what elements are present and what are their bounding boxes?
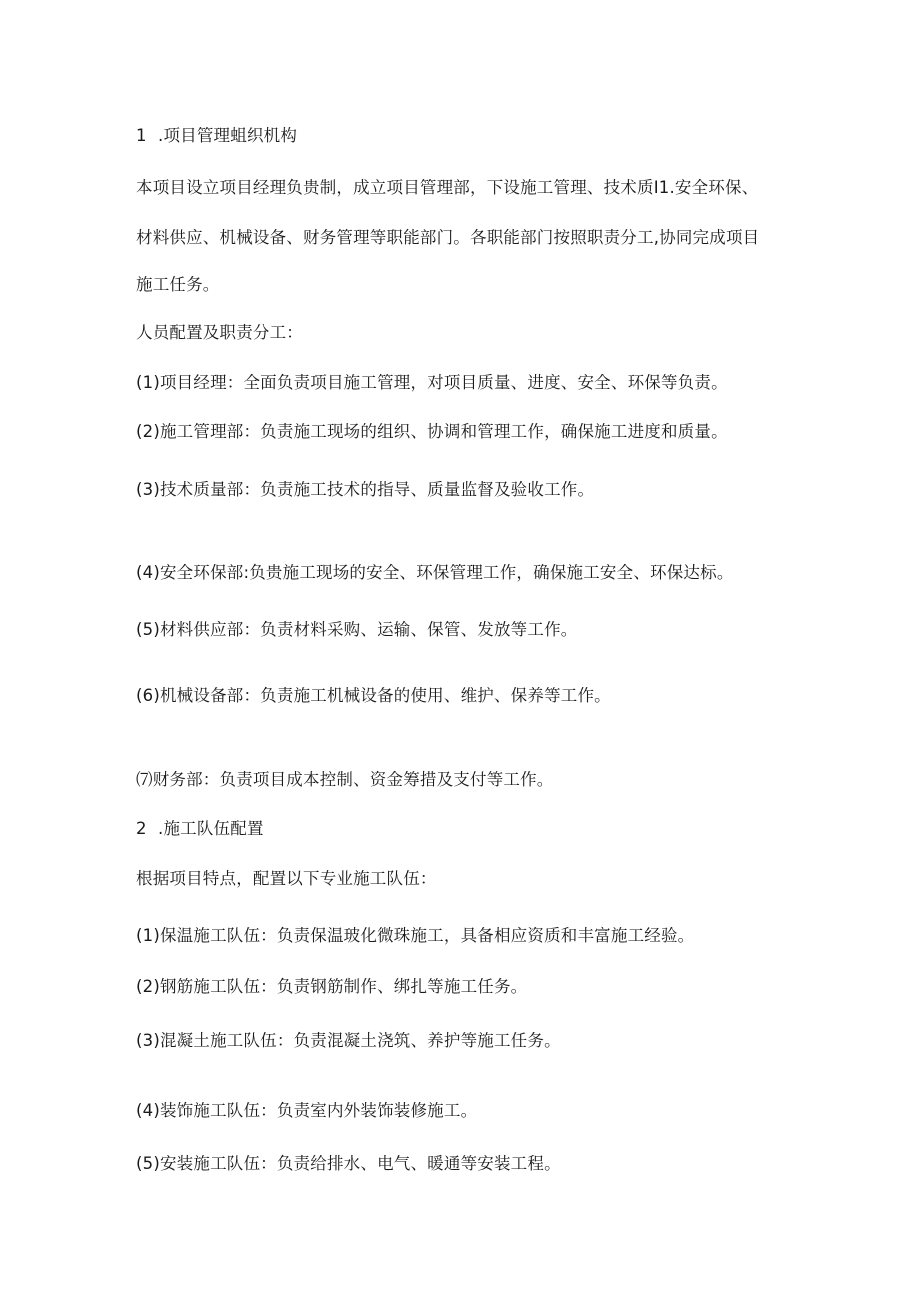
section-1-number: 1 [136, 126, 147, 145]
section-1-item-5: (5)材料供应部：负责材料采购、运输、保管、发放等工作。 [136, 620, 578, 639]
section-1-intro-line-1: 本项目设立项目经理负贵制，成立项目管理部，下设施工管理、技术质I1.安全环保、 [136, 178, 759, 197]
section-2-number: 2 [136, 819, 147, 838]
section-2-item-4: (4)装饰施工队伍：负责室内外装饰装修施工。 [136, 1101, 478, 1120]
section-2-item-5: (5)安装施工队伍：负责给排水、电气、暖通等安装工程。 [136, 1154, 561, 1173]
section-1-title: .项目管理蛆织机构 [158, 126, 298, 145]
section-1-intro-line-2: 材料供应、机械设备、财务管理等职能部门。各职能部门按照职责分工,协同完成项目 [136, 228, 760, 247]
section-2-item-2: (2)钢筋施工队伍：负责钢筋制作、绑扎等施工任务。 [136, 977, 528, 996]
section-1-item-6: (6)机械设备部：负责施工机械设备的使用、维护、保养等工作。 [136, 686, 611, 705]
staffing-label: 人员配置及职责分工： [136, 323, 303, 342]
section-2-intro: 根据项目特点，配置以下专业施工队伍： [136, 869, 437, 888]
section-2-item-3: (3)混凝土施工队伍：负责混凝土浇筑、养护等施工任务。 [136, 1031, 561, 1050]
section-1-item-3: (3)技术质量部：负责施工技术的指导、质量监督及验收工作。 [136, 480, 595, 499]
section-2-title: .施工队伍配置 [158, 819, 264, 838]
section-1-item-1: (1)项目经理：全面负责项目施工管理，对项目质量、进度、安全、环保等负责。 [136, 373, 728, 392]
section-2-item-1: (1)保温施工队伍：负责保温玻化微珠施工，具备相应资质和丰富施工经验。 [136, 926, 695, 945]
section-1-item-2: (2)施工管理部：负责施工现场的组织、协调和管理工作，确保施工进度和质量。 [136, 422, 728, 441]
section-1-item-7: ⑺财务部：负责项目成本控制、资金筹措及支付等工作。 [136, 770, 554, 789]
section-1-heading [136, 125, 796, 147]
section-2-heading [136, 818, 796, 840]
section-1-item-4: (4)安全环保部:负贵施工现场的安全、环保管理工作，确保施工安全、环保达标。 [136, 563, 734, 582]
section-1-intro-line-3: 施工任务。 [136, 275, 220, 294]
